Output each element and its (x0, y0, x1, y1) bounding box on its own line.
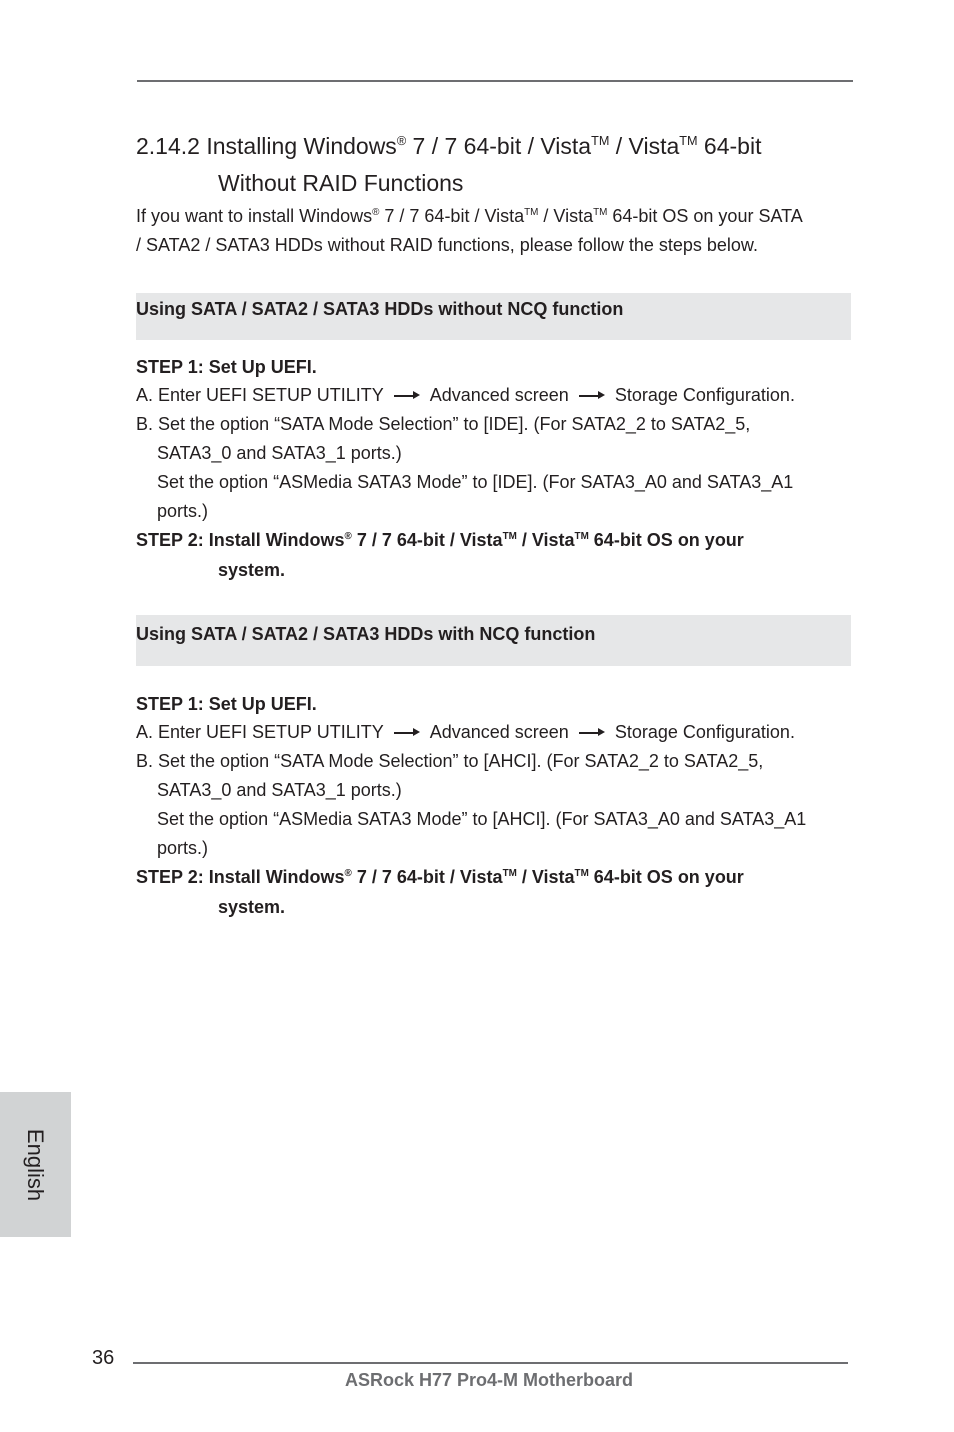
section1-step-a: A. Enter UEFI SETUP UTILITY Advanced screen Storage Configuration. (136, 385, 795, 405)
section1-step-b-1: B. Set the option “SATA Mode Selection” to [IDE]. (For SATA2_2 to SATA2_5, (136, 414, 751, 434)
arrow-right-icon (394, 391, 420, 401)
section2-step2-cont: system. (218, 897, 286, 917)
section2-step2: STEP 2: Install Windows® 7 / 7 64-bit / Vista™ / Vista™ 64-bit OS on your (136, 867, 744, 887)
section2-step-b-3: Set the option “ASMedia SATA3 Mode” to [AHCI]. (For SATA3_A0 and SATA3_A1 (157, 809, 807, 829)
section1-step-b-2: SATA3_0 and SATA3_1 ports.) (157, 443, 402, 463)
section2-step1: STEP 1: Set Up UEFI. (136, 694, 317, 714)
arrow-right-icon (579, 728, 605, 738)
header-rule (137, 80, 853, 82)
language-side-tab-label: English (23, 1128, 48, 1202)
footer-rule (133, 1362, 848, 1364)
intro-line-2: / SATA2 / SATA3 HDDs without RAID functions, please follow the steps below. (136, 235, 758, 255)
section1-step-b-3: Set the option “ASMedia SATA3 Mode” to [IDE]. (For SATA3_A0 and SATA3_A1 (157, 472, 794, 492)
page-number: 36 (92, 1347, 115, 1369)
section2-step-b-2: SATA3_0 and SATA3_1 ports.) (157, 780, 402, 800)
section1-step-b-4: ports.) (157, 501, 209, 521)
section1-title: Using SATA / SATA2 / SATA3 HDDs without NCQ function (136, 299, 624, 319)
section2-step-a: A. Enter UEFI SETUP UTILITY Advanced screen Storage Configuration. (136, 722, 795, 742)
section-heading: 2.14.2 Installing Windows® 7 / 7 64-bit / Vista™ / Vista™ 64-bit (136, 133, 762, 159)
section2-step-b-4: ports.) (157, 838, 209, 858)
section1-step2-cont: system. (218, 560, 286, 580)
section2-title: Using SATA / SATA2 / SATA3 HDDs with NCQ function (136, 624, 596, 644)
arrow-right-icon (579, 391, 605, 401)
footer-text: ASRock H77 Pro4-M Motherboard (345, 1370, 634, 1390)
section1-step1: STEP 1: Set Up UEFI. (136, 357, 317, 377)
section-heading-line2: Without RAID Functions (218, 170, 464, 196)
section2-step-b-1: B. Set the option “SATA Mode Selection” to [AHCI]. (For SATA2_2 to SATA2_5, (136, 751, 764, 771)
intro-line-1: If you want to install Windows® 7 / 7 64-bit / Vista™ / Vista™ 64-bit OS on your SATA (136, 206, 803, 226)
arrow-right-icon (394, 728, 420, 738)
section1-step2: STEP 2: Install Windows® 7 / 7 64-bit / Vista™ / Vista™ 64-bit OS on your (136, 530, 744, 550)
